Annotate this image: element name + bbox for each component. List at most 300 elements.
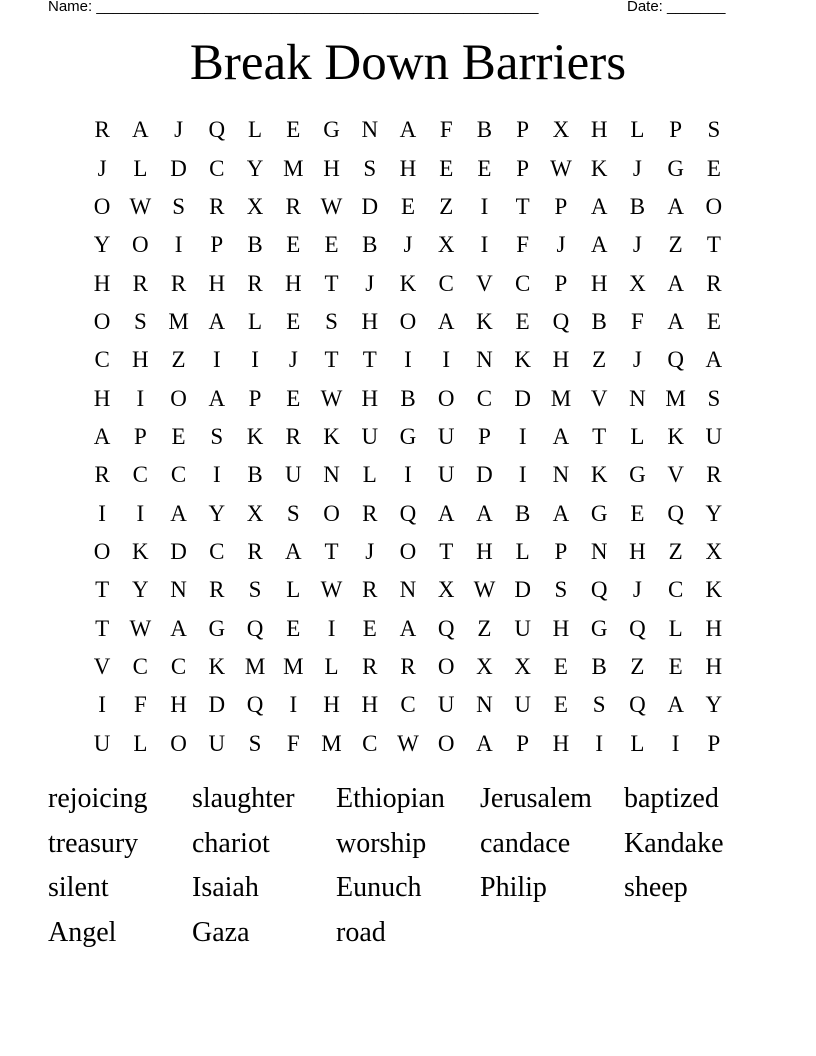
grid-letter[interactable]: P [516,730,530,756]
grid-letter[interactable]: Q [629,615,646,641]
grid-letter[interactable]: O [170,385,187,411]
grid-letter[interactable]: M [321,730,342,756]
grid-letter[interactable]: J [97,155,107,181]
grid-letter[interactable]: L [133,730,148,756]
grid-letter[interactable]: V [667,462,684,488]
grid-letter[interactable]: K [132,538,149,564]
grid-letter[interactable]: G [667,155,684,181]
grid-letter[interactable]: P [707,730,721,756]
grid-letter[interactable]: R [706,270,722,296]
grid-letter[interactable]: W [473,577,496,603]
grid-letter[interactable]: S [707,117,721,143]
grid-letter[interactable]: F [286,730,300,756]
grid-letter[interactable]: X [246,193,264,219]
grid-letter[interactable]: M [665,385,686,411]
grid-letter[interactable]: H [552,615,570,641]
grid-letter[interactable]: T [324,347,339,373]
grid-letter[interactable]: P [210,232,224,258]
grid-letter[interactable]: X [514,653,531,679]
grid-letter[interactable]: H [93,385,111,411]
grid-letter[interactable]: W [129,615,152,641]
grid-letter[interactable]: E [286,615,301,641]
grid-letter[interactable]: E [286,117,301,143]
grid-letter[interactable]: A [132,117,149,143]
grid-letter[interactable]: S [286,500,300,526]
grid-letter[interactable]: I [212,347,221,373]
grid-letter[interactable]: U [705,423,723,449]
grid-letter[interactable]: U [93,730,111,756]
grid-letter[interactable]: M [550,385,572,411]
grid-letter[interactable]: I [327,615,336,641]
grid-letter[interactable]: W [320,577,343,603]
grid-letter[interactable]: L [286,577,301,603]
grid-letter[interactable]: U [437,692,455,718]
grid-letter[interactable]: A [552,500,570,526]
grid-letter[interactable]: Q [667,500,684,526]
grid-letter[interactable]: I [404,462,412,488]
grid-letter[interactable]: R [247,538,263,564]
grid-letter[interactable]: I [404,347,412,373]
grid-letter[interactable]: M [244,653,266,679]
grid-letter[interactable]: Z [668,538,683,564]
grid-letter[interactable]: G [590,615,608,641]
grid-letter[interactable]: N [552,462,570,488]
grid-letter[interactable]: I [98,500,106,526]
grid-letter[interactable]: D [170,538,187,564]
grid-letter[interactable]: C [170,462,187,488]
grid-letter[interactable]: I [442,347,451,373]
grid-letter[interactable]: E [400,193,416,219]
grid-letter[interactable]: N [590,538,608,564]
grid-letter[interactable]: L [515,538,530,564]
grid-letter[interactable]: N [399,577,417,603]
grid-letter[interactable]: Y [93,232,111,258]
grid-letter[interactable]: W [320,385,343,411]
grid-letter[interactable]: I [174,232,183,258]
grid-letter[interactable]: V [93,653,111,679]
grid-letter[interactable]: E [706,155,721,181]
grid-letter[interactable]: P [516,155,530,181]
grid-letter[interactable]: S [554,577,568,603]
grid-letter[interactable]: R [362,500,378,526]
grid-letter[interactable]: S [592,692,606,718]
grid-letter[interactable]: C [667,577,684,603]
grid-letter[interactable]: D [514,385,531,411]
grid-letter[interactable]: B [247,232,263,258]
grid-letter[interactable]: C [476,385,493,411]
grid-letter[interactable]: K [476,308,493,334]
grid-letter[interactable]: L [324,653,339,679]
grid-letter[interactable]: I [480,232,489,258]
grid-letter[interactable]: S [133,308,147,334]
grid-letter[interactable]: Q [246,615,264,641]
grid-letter[interactable]: R [362,653,378,679]
grid-letter[interactable]: G [208,615,226,641]
grid-letter[interactable]: R [400,653,416,679]
grid-letter[interactable]: J [403,232,413,258]
grid-letter[interactable]: N [361,117,379,143]
grid-letter[interactable]: U [514,692,531,718]
grid-letter[interactable]: F [516,232,530,258]
grid-letter[interactable]: S [325,308,338,334]
grid-letter[interactable]: E [630,500,645,526]
grid-letter[interactable]: N [323,462,340,488]
grid-letter[interactable]: X [705,538,723,564]
grid-letter[interactable]: X [437,232,455,258]
grid-letter[interactable]: E [515,308,530,334]
grid-letter[interactable]: Y [208,500,226,526]
grid-letter[interactable]: H [361,385,379,411]
grid-letter[interactable]: E [668,653,683,679]
grid-letter[interactable]: J [632,155,642,181]
grid-letter[interactable]: H [629,538,646,564]
grid-letter[interactable]: E [553,692,568,718]
grid-letter[interactable]: C [209,538,225,564]
grid-letter[interactable]: A [476,500,493,526]
grid-letter[interactable]: F [631,308,644,334]
grid-letter[interactable]: C [362,730,378,756]
grid-letter[interactable]: X [476,653,493,679]
grid-letter[interactable]: Q [208,117,226,143]
grid-row [83,418,733,456]
grid-letter[interactable]: F [133,692,147,718]
grid-letter[interactable]: T [592,423,607,449]
grid-letter[interactable]: K [705,577,723,603]
grid-letter[interactable]: H [552,730,570,756]
grid-letter[interactable]: M [283,653,304,679]
grid-letter[interactable]: W [550,155,572,181]
grid-letter[interactable]: Z [171,347,186,373]
grid-letter[interactable]: Y [705,500,723,526]
grid-letter[interactable]: H [399,155,417,181]
grid-letter[interactable]: R [132,270,149,296]
grid-letter[interactable]: C [400,692,416,718]
grid-letter[interactable]: G [399,423,417,449]
grid-letter[interactable]: W [129,193,152,219]
grid-letter[interactable]: R [94,117,110,143]
grid-letter[interactable]: P [248,385,262,411]
grid-letter[interactable]: D [476,462,493,488]
grid-letter[interactable]: P [133,423,147,449]
grid-letter[interactable]: O [399,308,417,334]
grid-letter[interactable]: W [320,193,343,219]
grid-letter[interactable]: A [208,385,226,411]
grid-letter[interactable]: H [552,347,570,373]
grid-letter[interactable]: I [518,423,527,449]
grid-letter[interactable]: S [363,155,377,181]
grid-letter[interactable]: J [556,232,566,258]
grid-letter[interactable]: X [437,577,455,603]
word-list-item: treasury [48,827,139,859]
grid-letter[interactable]: O [437,653,455,679]
grid-letter[interactable]: A [170,500,187,526]
word-list-item: Ethiopian [336,783,445,814]
grid-letter[interactable]: U [208,730,226,756]
grid-letter[interactable]: A [667,692,684,718]
grid-letter[interactable]: C [209,155,225,181]
grid-letter[interactable]: T [95,615,110,641]
grid-letter[interactable]: U [437,423,455,449]
grid-letter[interactable]: L [630,117,645,143]
grid-letter[interactable]: H [323,155,340,181]
grid-letter[interactable]: A [667,193,684,219]
grid-letter[interactable]: Z [477,615,492,641]
grid-letter[interactable]: S [172,193,185,219]
grid-letter[interactable]: Q [399,500,417,526]
grid-letter[interactable]: B [476,117,493,143]
grid-letter[interactable]: D [170,155,187,181]
grid-letter[interactable]: C [438,270,454,296]
grid-letter[interactable]: I [251,347,259,373]
grid-letter[interactable]: A [399,615,417,641]
grid-letter[interactable]: K [323,423,340,449]
grid-letter[interactable]: O [399,538,417,564]
grid-letter[interactable]: A [284,538,302,564]
grid-letter[interactable]: R [706,462,722,488]
grid-letter[interactable]: X [552,117,570,143]
grid-letter[interactable]: Q [667,347,684,373]
word-list-item: sheep [624,872,688,903]
grid-letter[interactable]: A [705,347,723,373]
grid-letter[interactable]: L [248,117,263,143]
grid-letter[interactable]: R [170,270,187,296]
grid-letter[interactable]: E [439,155,454,181]
grid-letter[interactable]: A [437,500,455,526]
grid-letter[interactable]: S [248,577,262,603]
grid-letter[interactable]: B [247,462,263,488]
grid-letter[interactable]: K [514,347,531,373]
grid-letter[interactable]: L [362,462,377,488]
grid-letter[interactable]: D [208,692,226,718]
grid-letter[interactable]: N [170,577,187,603]
grid-letter[interactable]: T [324,538,339,564]
grid-letter[interactable]: T [515,193,530,219]
grid-letter[interactable]: H [361,308,379,334]
grid-letter[interactable]: N [629,385,646,411]
grid-letter[interactable]: H [705,653,723,679]
grid-letter[interactable]: R [285,423,301,449]
grid-letter[interactable]: T [95,577,110,603]
grid-letter[interactable]: R [209,577,225,603]
grid-letter[interactable]: O [437,385,455,411]
grid-letter[interactable]: E [286,232,301,258]
grid-letter[interactable]: B [400,385,416,411]
grid-letter[interactable]: J [632,577,642,603]
grid-letter[interactable]: B [362,232,378,258]
grid-letter[interactable]: L [630,423,645,449]
grid-letter[interactable]: B [515,500,531,526]
grid-letter[interactable]: D [514,577,531,603]
grid-letter[interactable]: O [437,730,455,756]
grid-letter[interactable]: U [284,462,302,488]
grid-letter[interactable]: A [667,308,684,334]
grid-letter[interactable]: I [518,462,527,488]
grid-letter[interactable]: E [706,308,721,334]
grid-letter[interactable]: T [324,270,339,296]
grid-letter[interactable]: B [629,193,646,219]
grid-letter[interactable]: Q [590,577,608,603]
grid-letter[interactable]: O [170,730,187,756]
grid-row [83,456,733,494]
grid-letter[interactable]: Y [705,692,723,718]
grid-letter[interactable]: K [399,270,417,296]
grid-letter[interactable]: H [476,538,493,564]
grid-letter[interactable]: T [362,347,377,373]
grid-letter[interactable]: L [248,308,263,334]
grid-letter[interactable]: H [170,692,187,718]
grid-letter[interactable]: U [361,423,379,449]
grid-letter[interactable]: Z [668,232,683,258]
name-field-line[interactable]: Name: _____________________________________________________ [48,0,539,15]
grid-letter[interactable]: E [477,155,492,181]
grid-letter[interactable]: P [478,423,491,449]
grid-letter[interactable]: T [439,538,454,564]
grid-letter[interactable]: Z [439,193,454,219]
word-list-item: silent [48,872,109,903]
grid-letter[interactable]: C [94,347,110,373]
grid-letter[interactable]: I [289,692,298,718]
grid-letter[interactable]: C [515,270,531,296]
grid-letter[interactable]: R [285,193,301,219]
grid-letter[interactable]: Z [630,653,645,679]
grid-letter[interactable]: I [136,385,145,411]
grid-letter[interactable]: T [706,232,721,258]
grid-letter[interactable]: O [93,193,111,219]
grid-letter[interactable]: M [168,308,189,334]
grid-letter[interactable]: A [170,615,187,641]
grid-letter[interactable]: K [590,462,608,488]
date-field-line[interactable]: Date: _______ [627,0,726,15]
grid-letter[interactable]: L [133,155,148,181]
grid-letter[interactable]: A [667,270,684,296]
grid-letter[interactable]: E [362,615,377,641]
grid-letter[interactable]: N [476,692,493,718]
grid-letter[interactable]: K [246,423,264,449]
grid-letter[interactable]: P [554,538,568,564]
grid-letter[interactable]: I [480,193,489,219]
grid-letter[interactable]: X [246,500,264,526]
grid-letter[interactable]: P [669,117,683,143]
grid-letter[interactable]: H [705,615,723,641]
grid-letter[interactable]: C [170,653,187,679]
grid-letter[interactable]: I [212,462,221,488]
grid-letter[interactable]: A [437,308,455,334]
grid-letter[interactable]: O [132,232,149,258]
grid-letter[interactable]: S [248,730,262,756]
grid-letter[interactable]: J [174,117,184,143]
grid-letter[interactable]: J [365,538,375,564]
grid-letter[interactable]: H [93,270,111,296]
grid-letter[interactable]: E [324,232,339,258]
grid-letter[interactable]: E [286,308,301,334]
grid-letter[interactable]: V [476,270,493,296]
grid-letter[interactable]: H [590,270,608,296]
grid-letter[interactable]: G [629,462,646,488]
grid-letter[interactable]: R [209,193,225,219]
grid-letter[interactable]: O [93,538,111,564]
grid-letter[interactable]: E [171,423,186,449]
grid-letter[interactable]: K [667,423,684,449]
grid-letter[interactable]: A [208,308,226,334]
grid-letter[interactable]: Y [132,577,149,603]
grid-letter[interactable]: D [361,193,379,219]
grid-letter[interactable]: O [705,193,723,219]
grid-letter[interactable]: U [514,615,531,641]
grid-letter[interactable]: H [323,692,340,718]
grid-letter[interactable]: L [630,730,645,756]
grid-letter[interactable]: P [554,270,568,296]
grid-letter[interactable]: K [208,653,226,679]
grid-letter[interactable]: X [629,270,646,296]
grid-letter[interactable]: H [590,117,608,143]
grid-letter[interactable]: R [94,462,110,488]
grid-letter[interactable]: G [323,117,340,143]
grid-row [83,533,733,571]
grid-letter[interactable]: I [98,692,106,718]
grid-letter[interactable]: K [590,155,608,181]
grid-letter[interactable]: J [288,347,298,373]
grid-row [83,188,733,226]
grid-letter[interactable]: O [323,500,340,526]
grid-letter[interactable]: Q [437,615,455,641]
grid-letter[interactable]: P [554,193,568,219]
grid-letter[interactable]: E [553,653,568,679]
grid-row [83,111,733,149]
grid-letter[interactable]: H [361,692,379,718]
grid-letter[interactable]: F [439,117,453,143]
grid-letter[interactable]: A [590,232,608,258]
grid-letter[interactable]: Q [629,692,646,718]
grid-letter[interactable]: H [284,270,302,296]
grid-letter[interactable]: A [399,117,417,143]
grid-letter[interactable]: A [93,423,111,449]
grid-letter[interactable]: B [591,308,607,334]
grid-letter[interactable]: Y [246,155,264,181]
grid-letter[interactable]: C [132,653,149,679]
grid-letter[interactable]: Q [552,308,570,334]
grid-letter[interactable]: A [590,193,608,219]
grid-letter[interactable]: A [552,423,570,449]
grid-letter[interactable]: C [132,462,149,488]
grid-letter[interactable]: W [397,730,419,756]
grid-letter[interactable]: S [707,385,721,411]
grid-letter[interactable]: H [132,347,149,373]
grid-letter[interactable]: I [595,730,603,756]
grid-letter[interactable]: Q [246,692,264,718]
grid-letter[interactable]: P [516,117,530,143]
grid-letter[interactable]: R [247,270,263,296]
grid-letter[interactable]: N [476,347,493,373]
grid-letter[interactable]: J [365,270,375,296]
grid-letter[interactable]: S [210,423,224,449]
grid-letter[interactable]: V [590,385,608,411]
grid-letter[interactable]: I [136,500,145,526]
grid-letter[interactable]: H [208,270,226,296]
grid-letter[interactable]: Z [592,347,607,373]
grid-letter[interactable]: A [476,730,493,756]
grid-letter[interactable]: E [286,385,301,411]
grid-letter[interactable]: R [362,577,378,603]
grid-letter[interactable]: G [590,500,608,526]
grid-letter[interactable]: J [632,232,642,258]
grid-letter[interactable]: M [283,155,304,181]
grid-letter[interactable]: U [437,462,455,488]
grid-letter[interactable]: L [668,615,683,641]
grid-letter[interactable]: B [591,653,607,679]
grid-letter[interactable]: J [632,347,642,373]
grid-letter[interactable]: O [93,308,111,334]
grid-letter[interactable]: I [671,730,680,756]
